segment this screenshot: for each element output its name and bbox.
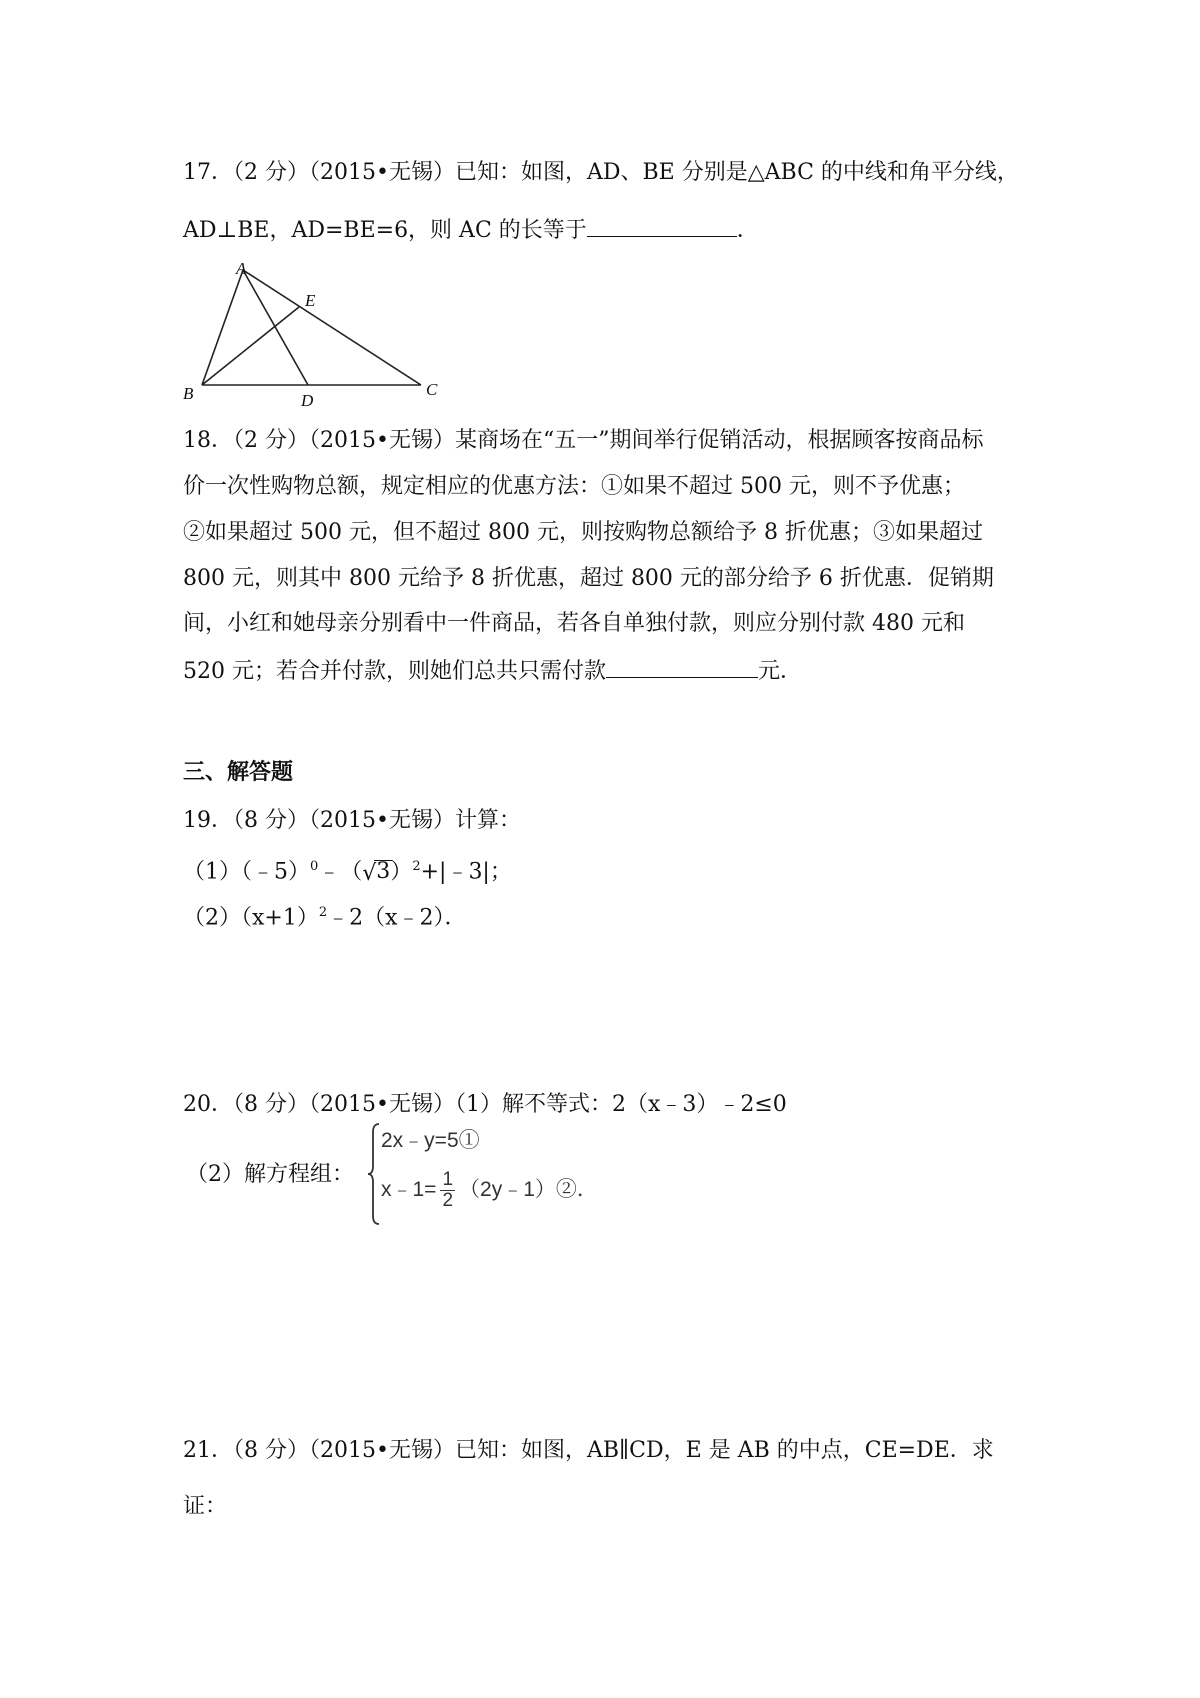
q18-line-6 bbox=[183, 655, 802, 687]
q18-line-6-end: 元． bbox=[758, 659, 803, 684]
q18-line-2: 价一次性购物总额，规定相应的优惠方法：①如果不超过 500 元，则不予优惠； bbox=[183, 474, 965, 499]
exponent: 2 bbox=[318, 905, 328, 920]
radicand: 3 bbox=[376, 859, 391, 885]
q20-part-2-label: （2）解方程组： bbox=[186, 1162, 354, 1187]
q19-part-2 bbox=[183, 898, 467, 933]
equation-system bbox=[367, 1122, 607, 1226]
q17-line-1: 17．（2 分）（2015•无锡）已知：如图，AD、BE 分别是△ABC 的中线和角平分线， bbox=[183, 160, 1019, 185]
fraction bbox=[440, 1170, 455, 1211]
label-b: B bbox=[183, 384, 194, 403]
q18-line-1: 18．（2 分）（2015•无锡）某商场在“五一”期间举行促销活动，根据顾客按商品标 bbox=[183, 428, 984, 453]
section-heading: 三、解答题 bbox=[183, 760, 294, 785]
q18-line-4: 800 元，则其中 800 元给予 8 折优惠，超过 800 元的部分给予 6 折优惠．促销期 bbox=[183, 566, 994, 591]
q18-line-5: 间，小红和她母亲分别看中一件商品，若各自单独付款，则应分别付款 480 元和 bbox=[183, 611, 965, 636]
q17-line-2 bbox=[183, 214, 759, 246]
equation-1: 2x﹣y=5① bbox=[381, 1129, 480, 1152]
q20-line-1: 20．（8 分）（2015•无锡）（1）解不等式：2（x﹣3）﹣2≤0 bbox=[183, 1092, 787, 1117]
q19-p1-text: ） bbox=[390, 859, 413, 885]
q19-p1-text: ﹣（ bbox=[318, 859, 363, 885]
equation-2-text: （2y﹣1）② bbox=[459, 1178, 577, 1202]
equation-2 bbox=[381, 1170, 598, 1211]
q19-p2-text: ﹣2（x﹣2）． bbox=[327, 905, 467, 931]
exponent: 2 bbox=[412, 859, 421, 874]
segment-ac bbox=[243, 270, 421, 385]
q21-line-1: 21．（8 分）（2015•无锡）已知：如图，AB∥CD，E 是 AB 的中点，CE=DE．求 bbox=[183, 1438, 994, 1463]
q18-line-3: ②如果超过 500 元，但不超过 800 元，则按购物总额给予 8 折优惠；③如果超过 bbox=[183, 520, 983, 545]
q19-p1-text: +|﹣3|； bbox=[420, 859, 512, 885]
label-c: C bbox=[426, 380, 438, 399]
answer-blank bbox=[587, 214, 737, 237]
equation-2-text: x﹣1= bbox=[381, 1178, 437, 1202]
label-a: A bbox=[236, 262, 247, 278]
q19-line-1: 19．（8 分）（2015•无锡）计算： bbox=[183, 808, 521, 833]
triangle-figure bbox=[178, 262, 448, 412]
square-root: √ 3 bbox=[362, 859, 391, 887]
fraction-denominator: 2 bbox=[442, 1190, 454, 1211]
q19-p1-text: （1）（﹣5） bbox=[183, 859, 310, 885]
segment-ad bbox=[243, 270, 308, 385]
q17-line-2-end: ． bbox=[736, 218, 759, 243]
q19-part-1 bbox=[183, 852, 512, 887]
q17-line-2-text: AD⊥BE，AD=BE=6，则 AC 的长等于 bbox=[183, 218, 587, 243]
label-e: E bbox=[305, 291, 316, 310]
equation-end-mark: ． bbox=[576, 1178, 598, 1202]
q18-line-6-text: 520 元；若合并付款，则她们总共只需付款 bbox=[183, 659, 606, 684]
q21-line-2: 证： bbox=[183, 1494, 228, 1519]
answer-blank bbox=[606, 655, 758, 678]
q19-p2-text: （2）（x+1） bbox=[183, 905, 319, 931]
label-d: D bbox=[301, 391, 314, 410]
left-brace-icon bbox=[367, 1122, 381, 1226]
fraction-numerator: 1 bbox=[442, 1169, 454, 1190]
exponent: 0 bbox=[310, 859, 319, 874]
